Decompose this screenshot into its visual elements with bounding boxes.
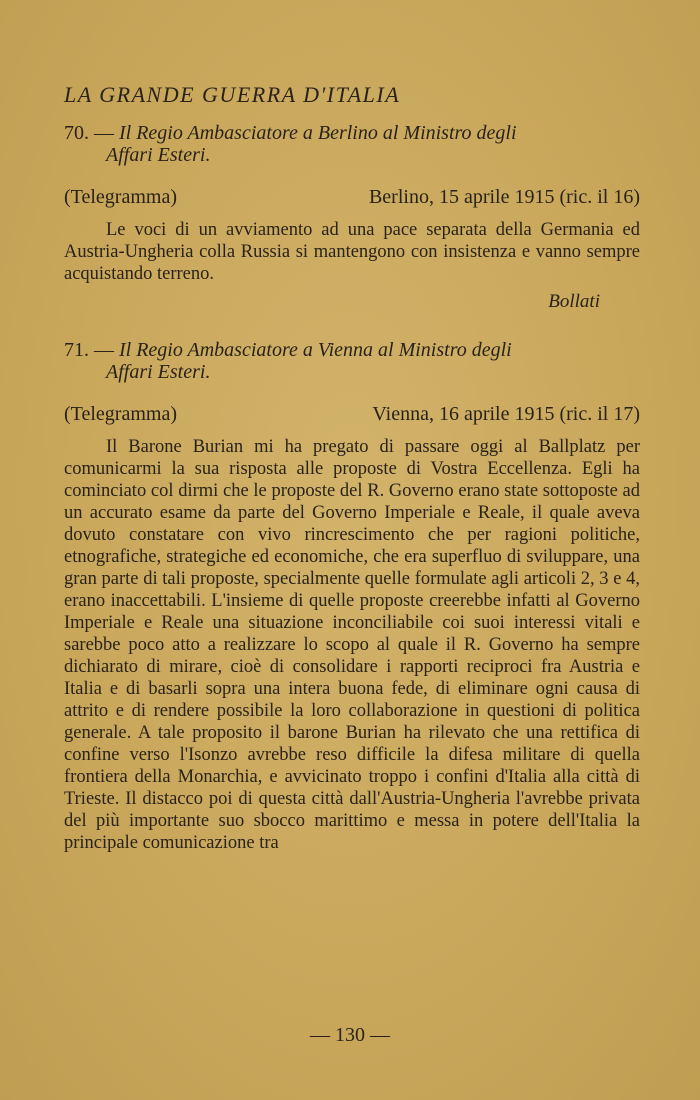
place-date: Vienna, 16 aprile 1915 (ric. il 17)	[372, 403, 640, 425]
page-number: — 130 —	[310, 1024, 390, 1046]
place-date: Berlino, 15 aprile 1915 (ric. il 16)	[368, 186, 640, 208]
document-type: (Telegramma)	[64, 403, 177, 425]
dateline	[64, 403, 640, 426]
entry-number: 71. —	[64, 339, 114, 361]
signature: Bollati	[548, 291, 600, 312]
running-head: LA GRANDE GUERRA D'ITALIA	[64, 82, 401, 107]
dateline	[64, 186, 640, 209]
entry-heading	[64, 339, 640, 383]
document-type: (Telegramma)	[64, 186, 177, 208]
entry-title-line2: Affari Esteri.	[106, 361, 211, 383]
document-entry-71	[64, 339, 640, 854]
entry-title-line1: Il Regio Ambasciatore a Berlino al Ministro degli	[119, 122, 517, 144]
entry-body: Le voci di un avviamento ad una pace separata della Germania ed Austria-Ungheria colla Russia si mantengono con insistenza e vanno sempre acquistando terreno.	[64, 220, 640, 284]
entry-number: 70. —	[64, 122, 114, 144]
entry-title-line2: Affari Esteri.	[106, 144, 211, 166]
entry-heading	[64, 122, 640, 166]
entry-title-line1: Il Regio Ambasciatore a Vienna al Ministro degli	[119, 339, 512, 361]
document-entry-70	[64, 122, 640, 313]
entry-body: Il Barone Burian mi ha pregato di passare oggi al Ballplatz per comunicarmi la sua risposta alle proposte di Vostra Eccellenza. Egli ha cominciato col dirmi che le proposte del R. Governo erano state sottoposte ad un accurato esame da parte del Governo Imperiale e Reale, il quale aveva dovuto constatare con vivo rincrescimento che per ragioni politiche, etnografiche, strategiche ed economiche, che era superfluo di sviluppare, una gran parte di tali proposte, specialmente quelle formulate agli articoli 2, 3 e 4, erano inaccettabili. L'insieme di quelle proposte creerebbe infatti al Governo Imperiale e Reale una situazione inconciliabile coi suoi interessi vitali e sarebbe poco atto a realizzare lo scopo al quale il R. Governo ha sempre dichiarato di mirare, cioè di consolidare i rapporti reciproci fra Austria e Italia e di basarli sopra una intera buona fede, di eliminare ogni causa di attrito e di rendere possibile la loro collaborazione in questioni di politica generale. A tale proposito il barone Burian ha rilevato che una rettifica di confine verso l'Isonzo avrebbe reso difficile la difesa militare di quella frontiera della Monarchia, e avvicinato troppo i confini d'Italia alla città di Trieste. Il distacco poi di questa città dall'Austria-Ungheria l'avrebbe privata del più importante suo sbocco marittimo e messa in potere dell'Italia la principale comunicazione tra	[64, 437, 640, 853]
